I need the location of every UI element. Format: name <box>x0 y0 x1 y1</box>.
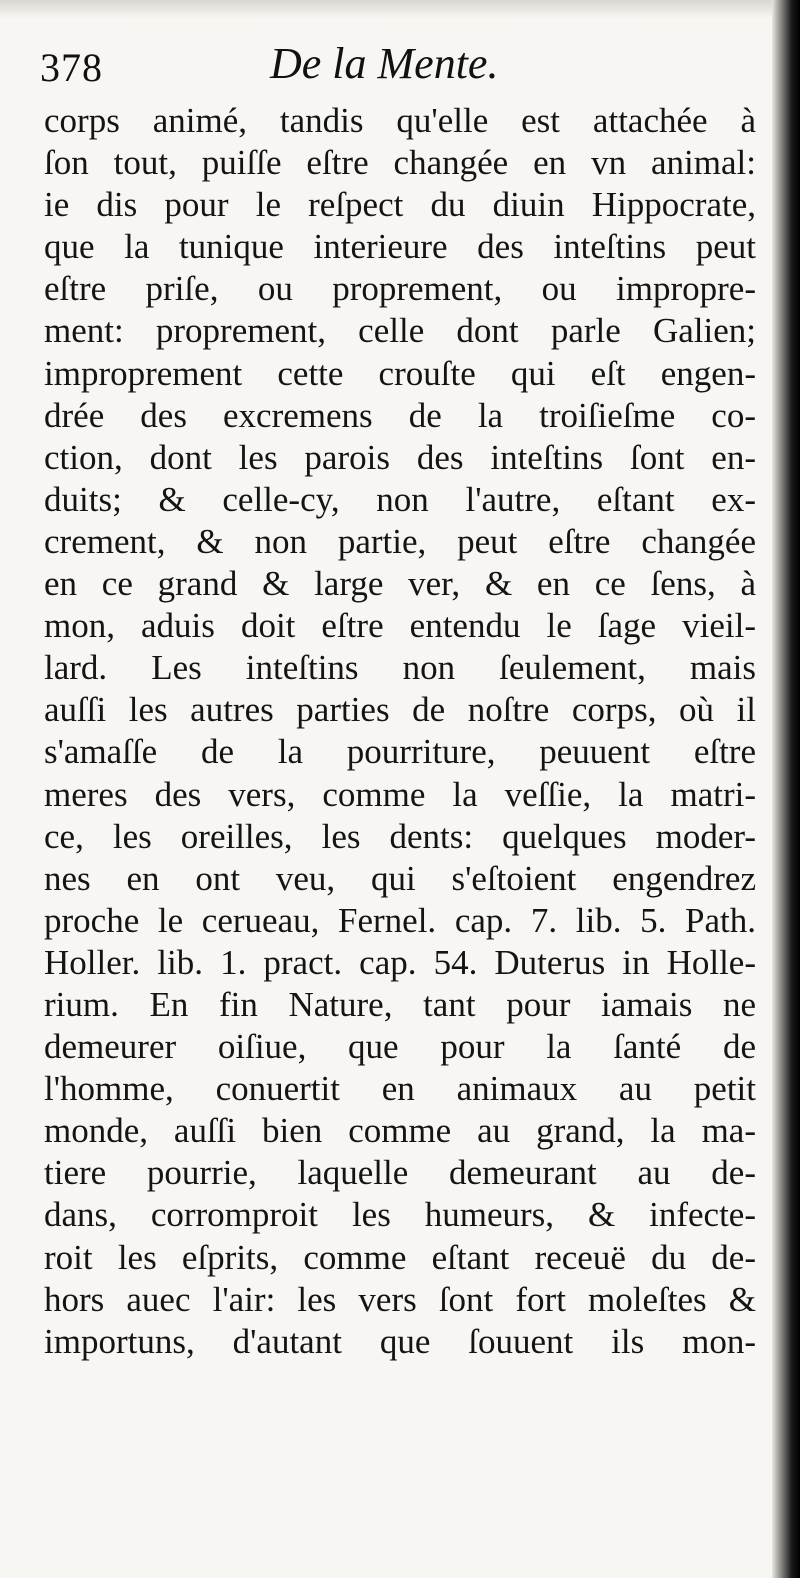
text-line: hors auec l'air: les vers ſont fort moleſtes & <box>44 1279 756 1319</box>
text-line: importuns, d'autant que ſouuent ils mon- <box>44 1321 756 1361</box>
text-line: corps animé, tandis qu'elle est attachée à <box>44 101 756 140</box>
text-line: proche le cerueau, Fernel. cap. 7. lib. 5. Path. <box>44 900 756 940</box>
text-line: rium. En fin Nature, tant pour iamais ne <box>44 984 756 1024</box>
text-line: tiere pourrie, laquelle demeurant au de- <box>44 1153 756 1193</box>
text-line: crement, & non partie, peut eſtre changée <box>44 521 756 561</box>
text-line: auſſi les autres parties de noſtre corps, où il <box>44 690 756 730</box>
text-line: drée des excremens de la troiſieſme co- <box>44 395 756 435</box>
top-shadow <box>0 0 800 18</box>
running-head: De la Mente. <box>270 39 499 88</box>
text-line: s'amaſſe de la pourriture, peuuent eſtre <box>44 732 756 772</box>
text-line: Holler. lib. 1. pract. cap. 54. Duterus in Holle- <box>44 942 756 982</box>
text-line: demeurer oiſiue, que pour la ſanté de <box>44 1027 756 1067</box>
text-line: nes en ont veu, qui s'eſtoient engendrez <box>44 858 756 898</box>
text-line: en ce grand & large ver, & en ce ſens, à <box>44 564 756 604</box>
text-line: duits; & celle-cy, non l'autre, eſtant ex- <box>44 479 756 519</box>
text-line: mon, aduis doit eſtre entendu le ſage vieil- <box>44 606 756 646</box>
text-line: roit les eſprits, comme eſtant receuë du de- <box>44 1237 756 1277</box>
text-line: l'homme, conuertit en animaux au petit <box>44 1069 756 1109</box>
page-gutter-shadow <box>772 0 800 1578</box>
body-text <box>44 100 756 1363</box>
text-line: monde, auſſi bien comme au grand, la ma- <box>44 1111 756 1151</box>
text-line: ment: proprement, celle dont parle Galien; <box>44 311 756 351</box>
page-header <box>40 38 760 102</box>
text-line: ie dis pour le reſpect du diuin Hippocrate, <box>44 185 756 225</box>
text-line: ction, dont les parois des inteſtins ſont en- <box>44 437 756 477</box>
text-line: ſon tout, puiſſe eſtre changée en vn animal: <box>44 143 756 183</box>
text-line: eſtre priſe, ou proprement, ou impropre- <box>44 269 756 309</box>
page-number: 378 <box>40 45 103 90</box>
text-line: meres des vers, comme la veſſie, la matri- <box>44 774 756 814</box>
text-line: dans, corromproit les humeurs, & infecte- <box>44 1195 756 1235</box>
text-line: ce, les oreilles, les dents: quelques moder- <box>44 816 756 856</box>
text-line: improprement cette crouſte qui eſt engen- <box>44 353 756 393</box>
text-line: que la tunique interieure des inteſtins peut <box>44 227 756 267</box>
text-line: lard. Les inteſtins non ſeulement, mais <box>44 648 756 688</box>
